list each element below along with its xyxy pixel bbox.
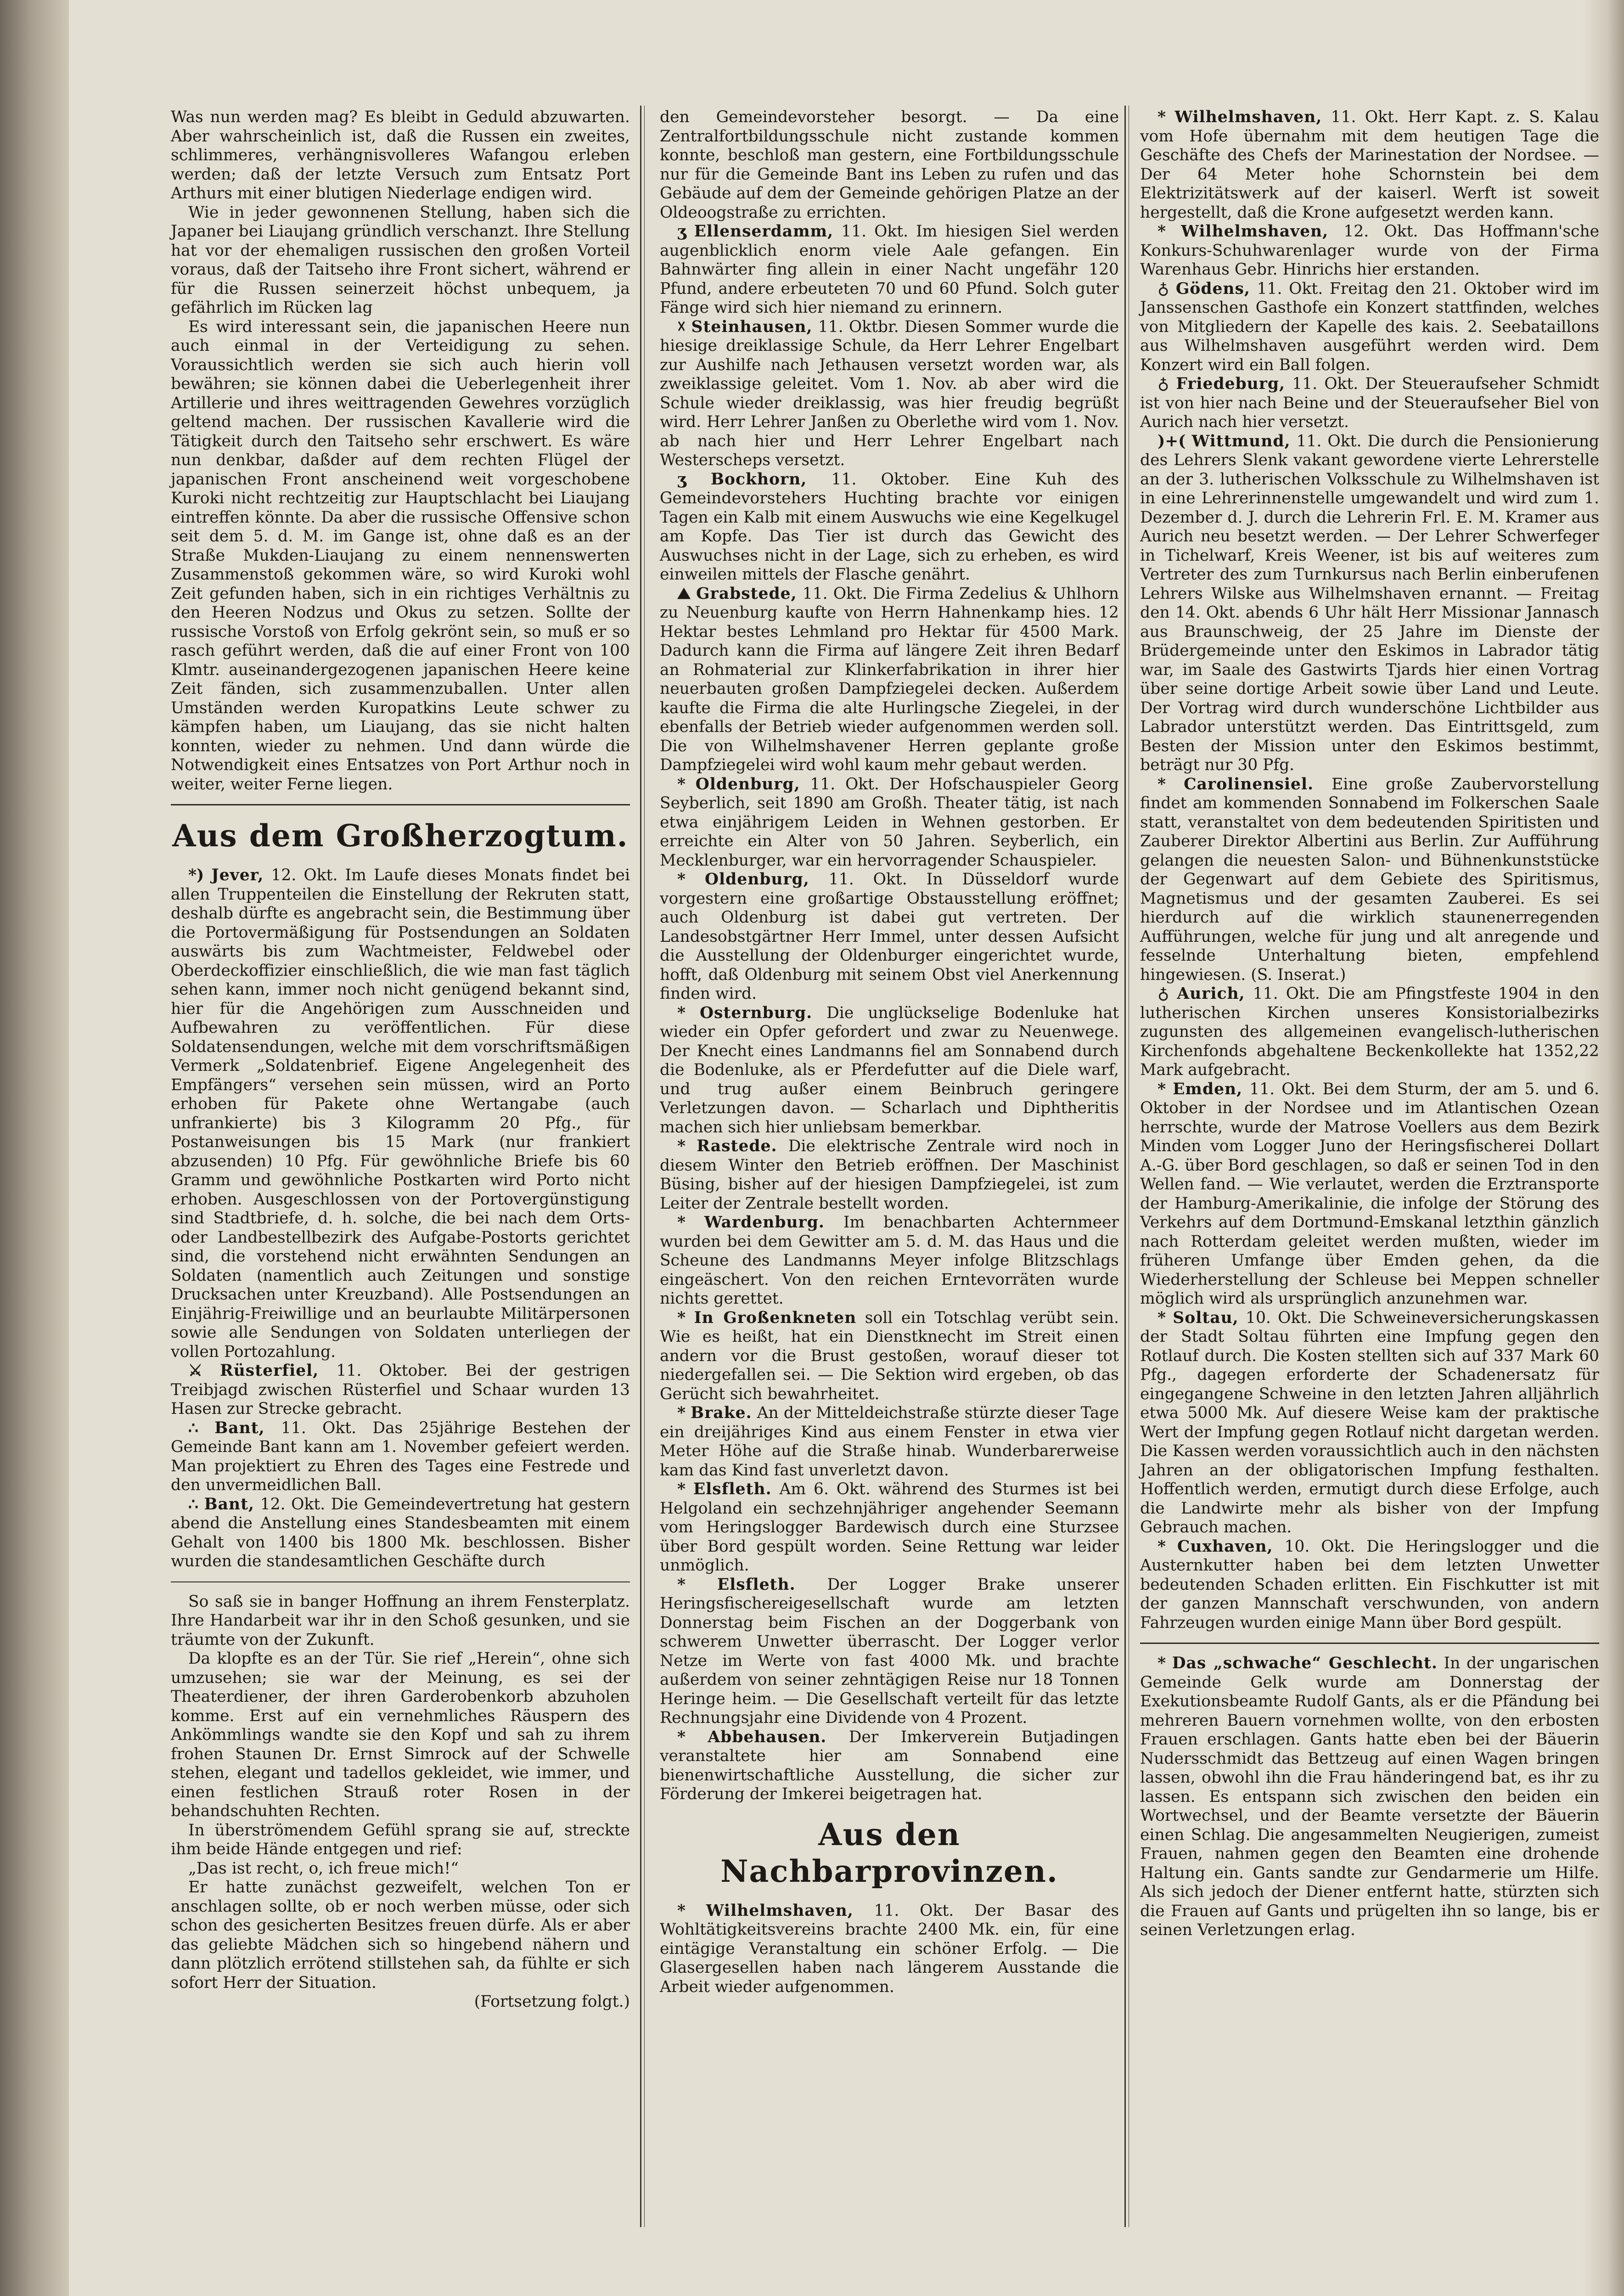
news-item xyxy=(660,1309,1119,1404)
marker: * xyxy=(677,1480,686,1498)
marker: ʒ xyxy=(677,222,686,241)
place-name: Bockhorn, xyxy=(710,470,807,489)
news-text: den Gemeindevorsteher besorgt. — Da eine Zentralfortbildungsschule nicht zustande kommen konnte, beschloß man gestern, eine Fortbildungsschule nur für die Gemeinde Bant ins Leben zu rufen und das Gebäude auf dem der Gemeinde gehörigen Platze an der Oldeoogstraße zu errichten. xyxy=(660,108,1119,222)
feuilleton-divider xyxy=(171,1581,630,1582)
column-1 xyxy=(171,108,630,2012)
place-name: Wittmund, xyxy=(1191,432,1291,450)
place-name: Wilhelmshaven, xyxy=(706,1901,854,1920)
marker: * xyxy=(677,1003,686,1022)
marker: ☓ xyxy=(677,317,686,336)
marker: * xyxy=(677,1575,686,1594)
section-title: Aus den Nachbarprovinzen. xyxy=(720,1816,1058,1889)
news-item xyxy=(660,775,1119,871)
news-text: 12. Okt. Die Gemeindevertretung hat gestern abend die Anstellung eines Standesbeamten mit einem Gehalt von 1400 bis 1800 Mk. beschlossen. Bisher wurden die standesamtlichen Geschäfte durch xyxy=(171,1495,630,1570)
article-paragraph: Es wird interessant sein, die japanischen Heere nun auch einmal in der Verteidigung zu sehen. Voraussichtlich werden sie sich auch hierin voll bewähren; sie können dabei die Ueberlegenheit ihrer Artillerie und ihres weittragenden Gewehres vorzüglich geltend machen. Der russischen Kavallerie wird die Tätigkeit durch den Taitseho sehr erschwert. Es wäre nun denkbar, daßder auf dem rechten Flügel der japanischen Front anscheinend weit vorgeschobene Kuroki nicht rechtzeitig zur Hauptschlacht bei Liaujang eintreffen könnte. Da aber die russische Offensive schon seit dem 5. d. M. im Gange ist, ohne daß es an der Straße Mukden-Liaujang zu einem nennenswerten Zusammenstoß gekommen wäre, so wird Kuroki wohl Zeit gefunden haben, sich in ein richtiges Verhältnis zu den Heeren Nodzus und Okus zu setzen. Sollte der russische Vorstoß von Erfolg gekrönt sein, so muß er so rasch geführt werden, daß die auf einer Front von 100 Klmtr. auseinandergezogenen japanischen Heere keine Zeit fänden, sich zusammenzuballen. Unter allen Umständen werden Kuropatkins Leute schwer zu kämpfen haben, um Liaujang, das sie nicht halten konnten, wieder zu nehmen. Und dann würde die Notwendigkeit eines Entsatzes von Port Arthur noch in weiter, weiter Ferne liegen. xyxy=(171,317,630,793)
news-item xyxy=(660,470,1119,585)
marker: * xyxy=(1157,1308,1166,1327)
column-3 xyxy=(1140,108,1599,1940)
news-text: 11. Oktober. Bei der gestrigen Treibjagd zwischen Rüsterfiel und Schaar wurden 13 Hasen zur Strecke gebracht. xyxy=(171,1362,630,1418)
marker: * xyxy=(1157,775,1166,793)
news-text: 11. Okt. Der Steueraufseher Schmidt ist von hier nach Beine und der Steueraufseher Biel von Aurich nach hier versetzt. xyxy=(1140,375,1600,431)
feuilleton-paragraph: Da klopfte es an der Tür. Sie rief „Herein“, ohne sich umzusehen; sie war der Meinung, es sei der Theaterdiener, der ihren Garderobenkorb abzuholen komme. Erst auf ein vernehmliches Räuspern des Ankömmlings wandte sie den Kopf und sah zu ihrem frohen Staunen Dr. Ernst Simrock auf der Schwelle stehen, elegant und tadellos gekleidet, wie immer, und einen festlichen Strauß roter Rosen in der behandschuhten Rechten. xyxy=(171,1649,630,1820)
place-name: Emden, xyxy=(1173,1080,1243,1098)
place-name: Bant, xyxy=(214,1418,265,1437)
news-item xyxy=(171,1362,630,1419)
marker: * xyxy=(677,775,686,793)
place-name: Das „schwache“ Geschlecht. xyxy=(1172,1654,1438,1672)
place-name: Elsfleth. xyxy=(717,1575,796,1594)
news-item xyxy=(1140,222,1599,280)
news-item xyxy=(660,1213,1119,1309)
news-item xyxy=(660,318,1119,470)
place-name: Jever, xyxy=(211,866,264,884)
news-item xyxy=(660,1004,1119,1137)
continued-note: (Fortsetzung folgt.) xyxy=(474,1992,630,2011)
book-spine xyxy=(0,0,69,2296)
news-item xyxy=(660,1902,1119,1997)
feuilleton-paragraph: „Das ist recht, o, ich freue mich!“ xyxy=(188,1859,459,1878)
place-name: Rüsterfiel, xyxy=(220,1362,319,1380)
news-text: Am 6. Okt. während des Sturmes ist bei Helgoland ein sechzehnjähriger angehender Seemann vom Heringslogger Bardewisch durch eine Sturzsee über Bord gespült worden. Seine Rettung war leider unmöglich. xyxy=(660,1480,1119,1575)
marker: * xyxy=(677,1901,686,1920)
place-name: In Großenkneten xyxy=(694,1308,857,1327)
news-text: 12. Okt. Das Hoffmann'sche Konkurs-Schuhwarenlager wurde von der Firma Warenhaus Gebr. Hinrichs hier erstanden. xyxy=(1140,222,1599,279)
news-item xyxy=(660,585,1119,775)
news-item xyxy=(171,1495,630,1571)
place-name: Oldenburg, xyxy=(695,775,800,793)
news-item xyxy=(660,1728,1119,1804)
news-text: 11. Oktbr. Diesen Sommer wurde die hiesige dreiklassige Schule, da Herr Lehrer Engelbart zur Aushilfe nach Jethausen versetzt worden war, als zweiklassige geleitet. Vom 1. Nov. ab aber wird die Schule wieder dreiklassig, was hier freudig begrüßt wird. Herr Lehrer Janßen zu Oberlethe wird vom 1. Nov. ab nach hier und Herr Lehrer Engelbart nach Westerscheps versetzt. xyxy=(660,317,1119,469)
marker: ♁ xyxy=(1157,375,1169,393)
feuilleton-paragraph: Er hatte zunächst gezweifelt, welchen Ton er anschlagen sollte, ob er noch werben müsse, oder sich schon des gesicherten Besitzes freuen dürfe. Als er aber das geliebte Mädchen sich so hingebend nähern und dann plötzlich errötend stillstehen sah, da fühlte er sich sofort Herr der Situation. xyxy=(171,1878,630,1992)
news-item xyxy=(1140,280,1599,375)
place-name: Osternburg. xyxy=(699,1003,813,1022)
marker: * xyxy=(1157,1080,1166,1098)
news-text: 12. Okt. Im Laufe dieses Monats findet bei allen Truppenteilen die Einstellung der Rekruten statt, deshalb dürfte es angebracht sein, die Bestimmung über die Portovermäßigung für Postsendungen an Soldaten auswärts bis zum Wachtmeister, Feldwebel oder Oberdeckoffizier einschließlich, die wie man fast täglich sehen kann, immer noch nicht genügend bekannt sind, hier für die Angehörigen zum Ausschneiden und Aufbewahren zu veröffentlichen. Für diese Soldatensendungen, welche mit dem vorschriftsmäßigen Vermerk „Soldatenbrief. Eigene Angelegenheit des Empfängers“ versehen sein müssen, wird an Porto erhoben für Pakete ohne Wertangabe (auch unfrankierte) bis 3 Kilogramm 20 Pfg., für Postanweisungen bis 15 Mark (nur frankiert abzusenden) 10 Pfg. Für gewöhnliche Briefe bis 60 Gramm und gewöhnliche Postkarten wird Porto nicht erhoben. Ausgeschlossen von der Portovergünstigung sind Stadtbriefe, d. h. solche, die bei nach dem Orts- oder Landbestellbezirk des Aufgabe-Postorts gerichtet sind, die vorstehend nicht erwähnten Sendungen an Soldaten (namentlich auch Zeitungen und sonstige Drucksachen unter Kreuzband). Alle Postsendungen an Einjährig-Freiwillige und an beurlaubte Militärpersonen sowie alle Sendungen von Soldaten unterliegen der vollen Portozahlung. xyxy=(171,866,630,1361)
marker: ∴ xyxy=(188,1418,198,1437)
article-paragraph: Was nun werden mag? Es bleibt in Geduld abzuwarten. Aber wahrscheinlich ist, daß die Russen ein zweites, schlimmeres, verhängnisvolleres Wafangou erleben werden; daß der letzte Versuch zum Entsatz Port Arthurs mit einer blutigen Niederlage endigen wird. xyxy=(171,108,630,203)
marker: * xyxy=(677,1213,686,1232)
news-item xyxy=(660,222,1119,318)
news-text: 11. Okt. Bei dem Sturm, der am 5. und 6. Oktober in der Nordsee und im Atlantischen Ozean herrschte, wurde der Matrose Voellers aus dem Bezirk Minden vom Logger Juno der Heringsfischerei Dollart A.-G. über Bord geschlagen, so daß er seinen Tod in den Wellen fand. — Wie verlautet, werden die Erztransporte der Hamburg-Amerikalinie, die infolge der Störung des Verkehrs auf dem Dortmund-Emskanal letzthin gänzlich nach Rotterdam geleitet werden mußten, wieder im früheren Umfange über Emden gehen, da die Wiederherstellung der Schleuse bei Meppen schneller möglich wird als ursprünglich anzunehmen war. xyxy=(1140,1080,1600,1308)
news-text: soll ein Totschlag verübt sein. Wie es heißt, hat ein Dienstknecht im Streit einen andern vor die Brust gestoßen, worauf dieser tot niedergefallen sei. — Die Sektion wird ergeben, ob das Gerücht sich bewahrheitet. xyxy=(660,1308,1119,1403)
news-item xyxy=(1140,1654,1599,1940)
place-name: Cuxhaven, xyxy=(1177,1537,1273,1556)
news-item xyxy=(1140,775,1599,985)
news-text: 11. Oktober. Eine Kuh des Gemeindevorstehers Huchting brachte vor einigen Tagen ein Kalb mit einem Auswuchs wie eine Kegelkugel am Kopfe. Das Tier ist durch das Gewicht des Auswuchses nicht in der Lage, sich zu erheben, es wird einweilen mittels der Flasche genährt. xyxy=(660,470,1119,584)
marker: * xyxy=(677,1308,686,1327)
place-name: Gödens, xyxy=(1175,279,1250,298)
section-divider xyxy=(171,804,630,805)
news-item xyxy=(660,1404,1119,1480)
news-item xyxy=(171,1419,630,1495)
marker: * xyxy=(677,1728,686,1746)
news-text: 11. Okt. Der Basar des Wohltätigkeitsvereins brachte 2400 Mk. ein, für eine eintägige Veranstaltung ein schöner Erfolg. — Die Glasergesellen haben nach längerem Ausstande die Arbeit wieder aufgenommen. xyxy=(660,1901,1119,1996)
news-text: 11. Okt. Die Firma Zedelius & Uhlhorn zu Neuenburg kaufte von Herrn Hahnenkamp hies. 12 Hektar bestes Lehmland pro Hektar für 4500 Mark. Dadurch kann die Firma auf längere Zeit ihren Bedarf an Rohmaterial zur Klinkerfabrikation in ihrer hier neuerbauten großen Dampfziegelei decken. Außerdem kaufte die Firma die alte Hurlingsche Ziegelei, in der ebenfalls der Betrieb wieder aufgenommen werden soll. Die von Wilhelmshavener Herren geplante große Dampfziegelei wird wohl kaum mehr gebaut werden. xyxy=(660,584,1119,774)
news-item xyxy=(660,870,1119,1004)
place-name: Oldenburg, xyxy=(704,870,809,889)
place-name: Rastede. xyxy=(697,1137,777,1155)
news-text: 11. Okt. Herr Kapt. z. S. Kalau vom Hofe übernahm mit dem heutigen Tage die Geschäfte des Chefs der Marinestation der Nordsee. — Der 64 Meter hohe Schornstein bei dem Elektrizitätswerk auf der kaiserl. Werft ist soweit hergestellt, daß die Krone aufgesetzt werden kann. xyxy=(1140,108,1599,222)
news-item xyxy=(1140,1309,1599,1537)
marker: ⚔ xyxy=(188,1362,202,1380)
news-item xyxy=(171,866,630,1362)
news-item xyxy=(1140,1080,1599,1309)
marker: ⛰ xyxy=(677,584,691,603)
news-text: Die elektrische Zentrale wird noch in diesem Winter den Betrieb eröffnen. Der Maschinist Büsing, bisher auf der hiesigen Dampfziegelei, ist zum Leiter der Zentrale bestellt worden. xyxy=(660,1137,1119,1213)
news-text: 11. Okt. Das 25jährige Bestehen der Gemeinde Bant kann am 1. November gefeiert werden. Man projektiert zu Ehren des Tages eine Festrede und den unvermeidlichen Ball. xyxy=(171,1418,630,1494)
column-rule xyxy=(640,106,641,2227)
place-name: Wardenburg. xyxy=(704,1213,825,1232)
marker: ∴ xyxy=(188,1495,198,1514)
place-name: Friedeburg, xyxy=(1176,375,1286,393)
news-text: Eine große Zaubervorstellung findet am kommenden Sonnabend im Folkerschen Saale statt, veranstaltet von dem bedeutenden Spiritisten und Zauberer Direktor Albertini aus Berlin. Zur Aufführung gelangen die neuesten Salon- und Bühnenkunststücke der Gegenwart auf dem Gebiete des Spiritismus, Magnetismus und der gesamten Zauberei. Es sei hierdurch auf die wirklich staunenerregenden Aufführungen, welche für jung und alt anregende und fesselnde Unterhaltung bieten, empfehlend hingewiesen. (S. Inserat.) xyxy=(1140,775,1600,984)
marker: * xyxy=(677,1404,686,1422)
news-item xyxy=(1140,1537,1599,1633)
marker: * xyxy=(1157,108,1166,126)
place-name: Brake. xyxy=(691,1404,752,1422)
news-item xyxy=(660,1480,1119,1576)
news-text: 11. Okt. Im hiesigen Siel werden augenblicklich enorm viele Aale gefangen. Ein Bahnwärter fing allein in einer Nacht ungefähr 120 Pfund, andere erbeuteten 70 und 60 Pfund. Solch guter Fänge wird sich hier niemand zu erinnern. xyxy=(660,222,1119,317)
place-name: Elsfleth. xyxy=(693,1480,772,1498)
news-text: Der Logger Brake unserer Heringsfischereigesellschaft wurde am letzten Donnerstag beim Fischen an der Doggerbank von schwerem Unwetter überrascht. Der Logger verlor Netze im Werte von fast 4000 Mk. und brachte außerdem von seiner zehntägigen Reise nur 18 Tonnen Heringe heim. — Die Gesellschaft verteilt für das letzte Rechnungsjahr eine Dividende von 4 Prozent. xyxy=(660,1575,1119,1727)
column-rule xyxy=(644,106,645,2227)
place-name: Grabstede, xyxy=(696,584,797,603)
marker: ♁ xyxy=(1157,985,1169,1003)
marker: * xyxy=(1157,1537,1166,1556)
marker: * xyxy=(677,1137,686,1155)
news-text: 11. Okt. Die am Pfingstfeste 1904 in den lutherischen Kirchen unseres Konsistorialbezirks zugunsten des allgemeinen evangelisch-lutherischen Kirchenfonds abgehaltene Beckenkollekte hat 1352,22 Mark aufgebracht. xyxy=(1140,985,1600,1079)
news-text: Im benachbarten Achternmeer wurden bei dem Gewitter am 5. d. M. das Haus und die Scheune des Landmanns Meyer infolge Blitzschlags eingeäschert. Von den reichen Erntevorräten wurde nichts gerettet. xyxy=(660,1213,1119,1308)
column-2 xyxy=(660,108,1119,1997)
marker: * xyxy=(1157,1654,1166,1672)
news-item xyxy=(1140,985,1599,1080)
place-name: Soltau, xyxy=(1173,1308,1239,1327)
place-name: Aurich, xyxy=(1177,985,1245,1003)
news-item xyxy=(1140,375,1599,432)
marker: ʒ xyxy=(677,470,686,489)
news-text: 11. Okt. Der Hofschauspieler Georg Seyberlich, seit 1890 am Großh. Theater tätig, ist nach etwa einjährigem Leiden in Wehnen gestorben. Er erreichte ein Alter von 50 Jahren. Seyberlich, ein Mecklenburger, war ein hervorragender Schauspieler. xyxy=(660,775,1119,870)
place-name: Wilhelmshaven, xyxy=(1174,108,1322,126)
marker: *) xyxy=(188,866,204,884)
news-text: Die unglückselige Bodenluke hat wieder ein Opfer gefordert und zwar zu Neuenwege. Der Knecht eines Landmanns fiel am Sonnabend durch die Bodenluke, als er Pferdefutter auf die Diele warf, und trug außer einem Beinbruch geringere Verletzungen davon. — Scharlach und Diphtheritis machen sich hier unliebsam bemerkbar. xyxy=(660,1003,1119,1137)
section-divider xyxy=(1140,1643,1599,1644)
news-text: 11. Okt. Freitag den 21. Oktober wird im Janssenschen Gasthofe ein Konzert stattfinden, welches von Mitgliedern der Kapelle des kais. 2. Seebataillons aus Wilhelmshaven ausgeführt werden wird. Dem Konzert wird ein Ball folgen. xyxy=(1140,279,1599,374)
news-text: An der Mitteldeichstraße stürzte dieser Tage ein dreijähriges Kind aus einem Fenster in etwa vier Meter Höhe auf die Straße hinab. Wunderbarerweise kam das Kind fast unverletzt davon. xyxy=(660,1404,1119,1480)
news-item xyxy=(660,1137,1119,1213)
news-text: 11. Okt. Die durch die Pensionierung des Lehrers Slenk vakant gewordene vierte Lehrerstelle an der 3. lutherischen Volksschule zu Wilhelmshaven ist in eine Lehrerinnenstelle umgewandelt und wird zum 1. Dezember d. J. durch die Lehrerin Frl. E. M. Kramer aus Aurich neu besetzt werden. — Der Lehrer Schwerfeger in Tichelwarf, Kreis Weener, ist bis auf weiteres zum Vertreter des zum Turnkursus nach Berlin einberufenen Lehrers Wilske aus Wilhelmshaven ernannt. — Freitag den 14. Okt. abends 6 Uhr hält Herr Missionar Jannasch aus Braunschweig, der 25 Jahre im Dienste der Brüdergemeinde unter den Eskimos in Labrador tätig war, im Saale des Gastwirts Tjards hier einen Vortrag über seine dortige Arbeit sowie über Land und Leute. Der Vortrag wird durch wunderschöne Lichtbilder aus Labrador unterstützt werden. Das Eintrittsgeld, zum Besten der Mission unter den Eskimos bestimmt, beträgt nur 30 Pfg. xyxy=(1140,432,1599,774)
place-name: Bant, xyxy=(204,1495,255,1514)
news-item xyxy=(660,1576,1119,1728)
place-name: Wilhelmshaven, xyxy=(1181,222,1329,241)
article-paragraph: Wie in jeder gewonnenen Stellung, haben sich die Japaner bei Liaujang gründlich verschanzt. Ihre Stellung hat vor der ehemaligen russischen den großen Vorteil voraus, daß der Taitseho ihre Front sichert, während er für die Russen seinerzeit höchst unbequem, ja gefährlich im Rücken lag xyxy=(171,203,630,317)
marker: )+( xyxy=(1157,432,1186,450)
place-name: Carolinensiel. xyxy=(1184,775,1314,793)
feuilleton-paragraph: So saß sie in banger Hoffnung an ihrem Fensterplatz. Ihre Handarbeit war ihr in den Schoß gesunken, und sie träumte von der Zukunft. xyxy=(171,1592,630,1649)
news-item xyxy=(660,108,1119,222)
news-text: 11. Okt. In Düsseldorf wurde vorgestern eine großartige Obstausstellung eröffnet; auch Oldenburg ist dabei gut vertreten. Der Landesobstgärtner Herr Immel, unter dessen Aufsicht die Ausstellung der Oldenburger eingerichtet wurde, hofft, daß Oldenburg mit seinem Obst viel Anerkennung finden wird. xyxy=(660,870,1119,1003)
place-name: Ellenserdamm, xyxy=(694,222,834,241)
section-title: Aus dem Großherzogtum. xyxy=(172,818,629,854)
place-name: Abbehausen. xyxy=(708,1728,827,1746)
news-text: 10. Okt. Die Heringslogger und die Austernkutter haben bei dem letzten Unwetter bedeutenden Schaden erlitten. Ein Fischkutter ist mit der ganzen Mannschaft verschwunden, von andern Fahrzeugen wurden einige Mann über Bord gespült. xyxy=(1140,1537,1600,1632)
news-item xyxy=(1140,432,1599,775)
news-text: In der ungarischen Gemeinde Gelk wurde am Donnerstag der Exekutionsbeamte Rudolf Gants, als er die Pfändung bei mehreren Bauern vornehmen wollte, von den erbosten Frauen erschlagen. Gants hatte eben bei der Bäuerin Nudersschmidt das Bettzeug auf einen Wagen bringen lassen, obwohl ihn die Frau händeringend bat, es ihr zu lassen. Es entspann sich zwischen den beiden ein Wortwechsel, und der Beamte versetzte der Bäuerin einen Schlag. Die angesammelten Neugierigen, zumeist Frauen, nahmen gegen den Beamten eine drohende Haltung ein. Gants sandte zur Gendarmerie um Hilfe. Als sich jedoch der Diener entfernt hatte, stürzten sich die Frauen auf Gants und prügelten ihn so lange, bis er seinen Verletzungen erlag. xyxy=(1140,1654,1600,1939)
marker: * xyxy=(1157,222,1166,241)
place-name: Steinhausen, xyxy=(691,317,813,336)
news-item xyxy=(1140,108,1599,222)
marker: * xyxy=(677,870,686,889)
marker: ♁ xyxy=(1157,279,1169,298)
column-rule xyxy=(1124,106,1126,2227)
feuilleton-paragraph: In überströmendem Gefühl sprang sie auf, streckte ihm beide Hände entgegen und rief: xyxy=(171,1821,630,1858)
news-text: Der Imkerverein Butjadingen veranstaltete hier am Sonnabend eine bienenwirtschaftliche Ausstellung, die sicher zur Förderung der Imkerei beigetragen hat. xyxy=(660,1728,1119,1803)
news-text: 10. Okt. Die Schweineversicherungskassen der Stadt Soltau führten eine Impfung gegen den Rotlauf durch. Die Kosten stellten sich auf 337 Mark 60 Pfg., dagegen erforderte der Schadenersatz für eingegangene Schweine in den letzten Jahren alljährlich etwa 5000 Mk. Auf diesere Weise kam der praktische Wert der Impfung gegen Rotlauf nicht dargetan werden. Die Kassen werden voraussichtlich auch in den nächsten Jahren an der obligatorischen Impfung festhalten. Hoffentlich werden, ermutigt durch diese Erfolge, auch die Landwirte mehr als bisher von der Impfung Gebrauch machen. xyxy=(1140,1308,1600,1536)
